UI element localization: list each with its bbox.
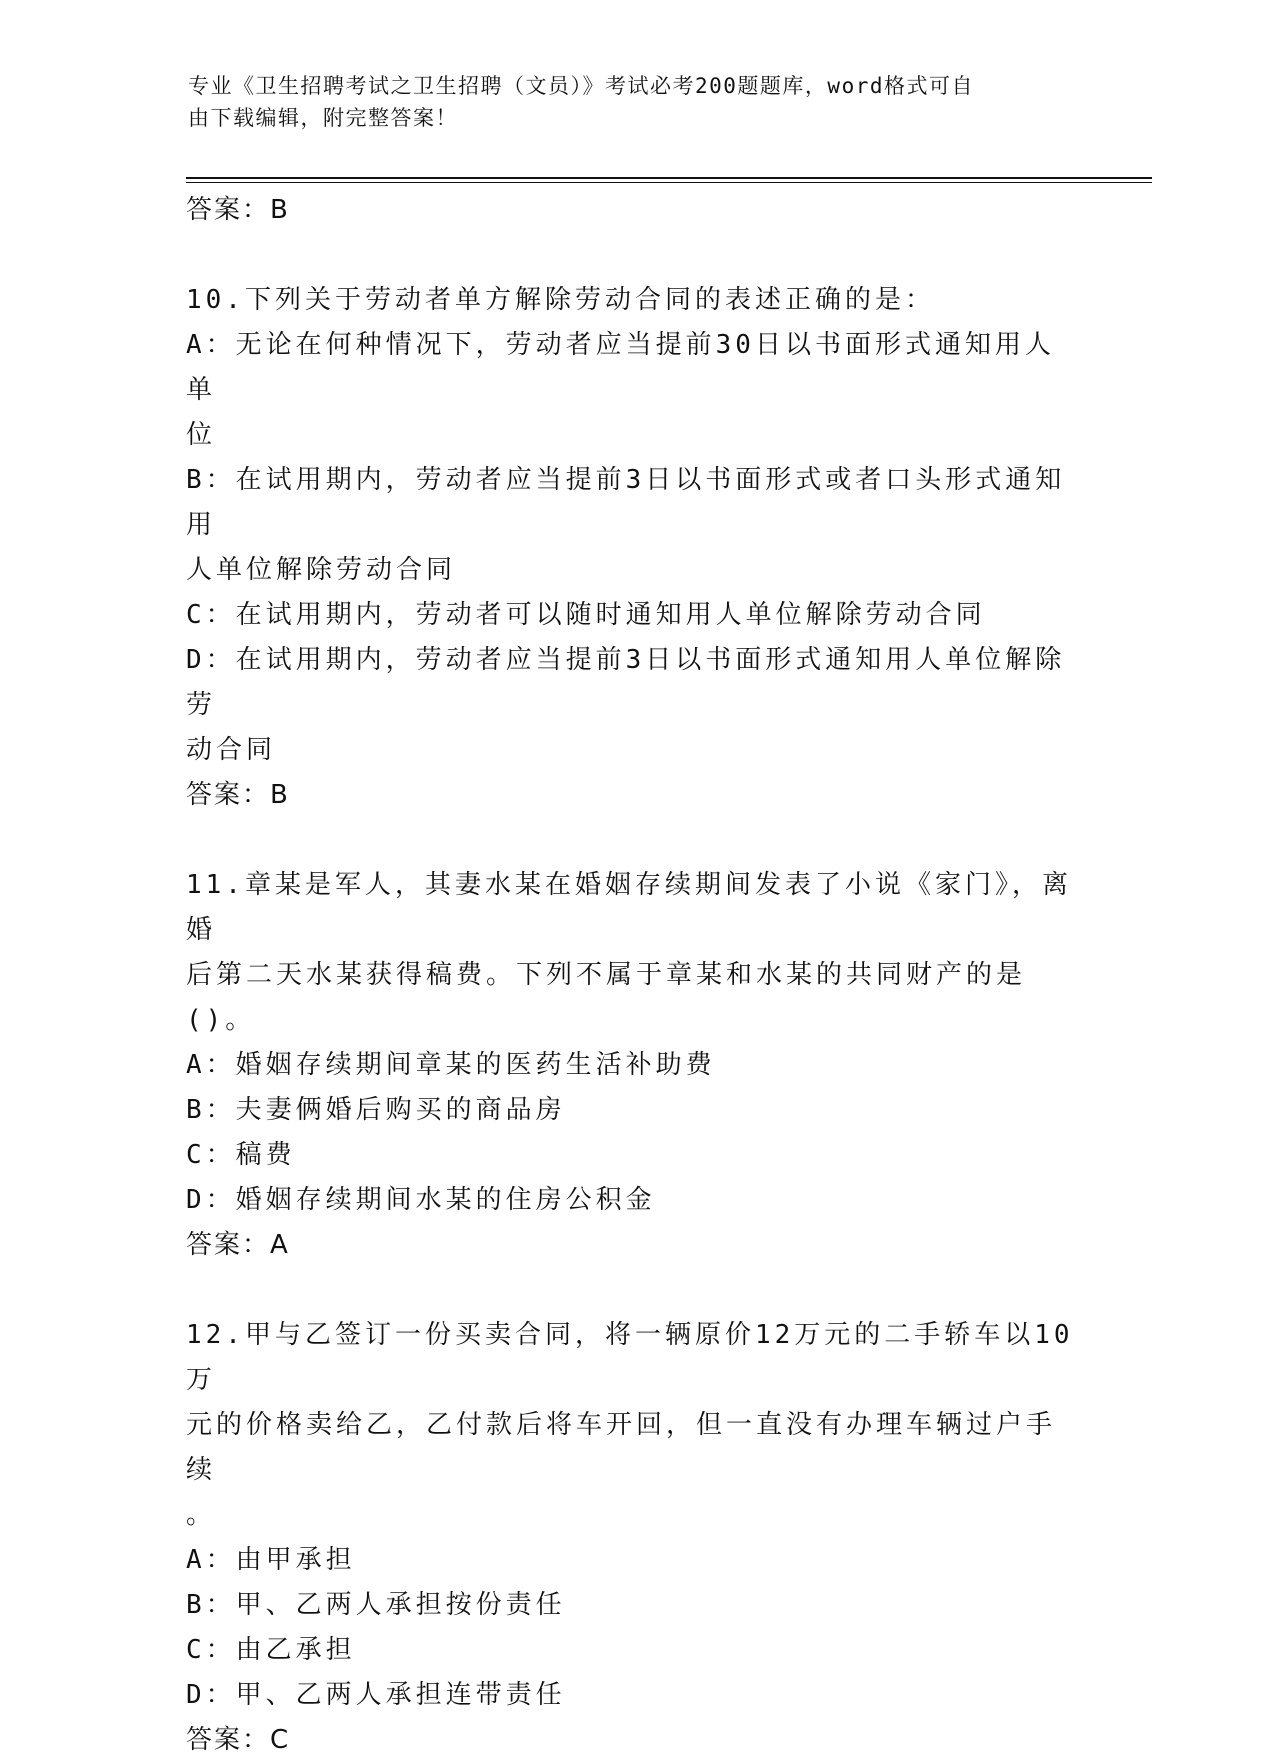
question-stem-line: 11.章某是军人，其妻水某在婚姻存续期间发表了小说《家门》，离婚 <box>186 870 1072 945</box>
question-spacer <box>186 818 1076 863</box>
option-text: 位 <box>186 420 217 450</box>
option-line <box>186 1538 1076 1583</box>
option-text: 婚姻存续期间水某的住房公积金 <box>235 1185 656 1215</box>
option-line <box>186 323 1076 413</box>
option-text: 婚姻存续期间章某的医药生活补助费 <box>235 1050 716 1080</box>
option-key: D： <box>186 1680 236 1710</box>
option-key: A： <box>186 330 236 360</box>
question-stem-line: 10.下列关于劳动者单方解除劳动合同的表述正确的是： <box>186 285 935 315</box>
header-line-2: 由下载编辑，附完整答案！ <box>188 106 458 130</box>
option-key: A： <box>186 1545 236 1575</box>
option-key: B： <box>186 1095 236 1125</box>
option-line <box>186 728 1076 773</box>
option-line <box>186 1133 1076 1178</box>
option-key: C： <box>186 600 236 630</box>
question-block <box>186 1313 1076 1763</box>
question-spacer <box>186 233 1076 278</box>
question-spacer <box>186 1268 1076 1313</box>
option-line <box>186 1583 1076 1628</box>
option-line <box>186 548 1076 593</box>
header-divider-thick <box>186 177 1152 179</box>
question-stem-line: 元的价格卖给乙，乙付款后将车开回，但一直没有办理车辆过户手续 <box>186 1410 1057 1485</box>
option-line <box>186 638 1076 728</box>
question-stem-line: 。 <box>186 1500 217 1530</box>
option-text: 无论在何种情况下，劳动者应当提前30日以书面形式通知用人单 <box>186 330 1055 405</box>
option-key: D： <box>186 1185 236 1215</box>
option-key: B： <box>186 1590 236 1620</box>
option-key: C： <box>186 1140 236 1170</box>
question-list <box>186 188 1076 1763</box>
option-key: C： <box>186 1635 236 1665</box>
question-stem-line: 后第二天水某获得稿费。下列不属于章某和水某的共同财产的是()。 <box>186 960 1027 1035</box>
question-block <box>186 278 1076 818</box>
option-line <box>186 593 1076 638</box>
previous-answer: 答案：B <box>186 195 290 225</box>
option-text: 动合同 <box>186 735 277 765</box>
option-text: 稿费 <box>235 1140 296 1170</box>
option-line <box>186 1628 1076 1673</box>
option-key: D： <box>186 645 236 675</box>
option-key: A： <box>186 1050 236 1080</box>
option-key: B： <box>186 465 236 495</box>
header-divider-thin <box>186 182 1152 183</box>
answer-line: 答案：C <box>186 1725 291 1755</box>
header-line-1: 专业《卫生招聘考试之卫生招聘（文员）》考试必考200题题库，word格式可自 <box>188 74 974 98</box>
option-text: 人单位解除劳动合同 <box>186 555 457 585</box>
option-text: 甲、乙两人承担按份责任 <box>235 1590 566 1620</box>
document-header <box>188 70 1088 134</box>
option-line <box>186 458 1076 548</box>
option-line <box>186 1673 1076 1718</box>
option-text: 由乙承担 <box>235 1635 356 1665</box>
option-text: 在试用期内，劳动者应当提前3日以书面形式通知用人单位解除劳 <box>186 645 1066 720</box>
answer-line: 答案：A <box>186 1230 290 1260</box>
option-text: 由甲承担 <box>235 1545 356 1575</box>
question-stem-line: 12.甲与乙签订一份买卖合同，将一辆原价12万元的二手轿车以10万 <box>186 1320 1074 1395</box>
question-block <box>186 863 1076 1268</box>
option-line <box>186 1043 1076 1088</box>
option-text: 在试用期内，劳动者可以随时通知用人单位解除劳动合同 <box>235 600 986 630</box>
option-line <box>186 1088 1076 1133</box>
option-text: 夫妻俩婚后购买的商品房 <box>235 1095 566 1125</box>
option-line <box>186 413 1076 458</box>
option-text: 甲、乙两人承担连带责任 <box>235 1680 566 1710</box>
answer-line: 答案：B <box>186 780 290 810</box>
option-text: 在试用期内，劳动者应当提前3日以书面形式或者口头形式通知用 <box>186 465 1066 540</box>
option-line <box>186 1178 1076 1223</box>
